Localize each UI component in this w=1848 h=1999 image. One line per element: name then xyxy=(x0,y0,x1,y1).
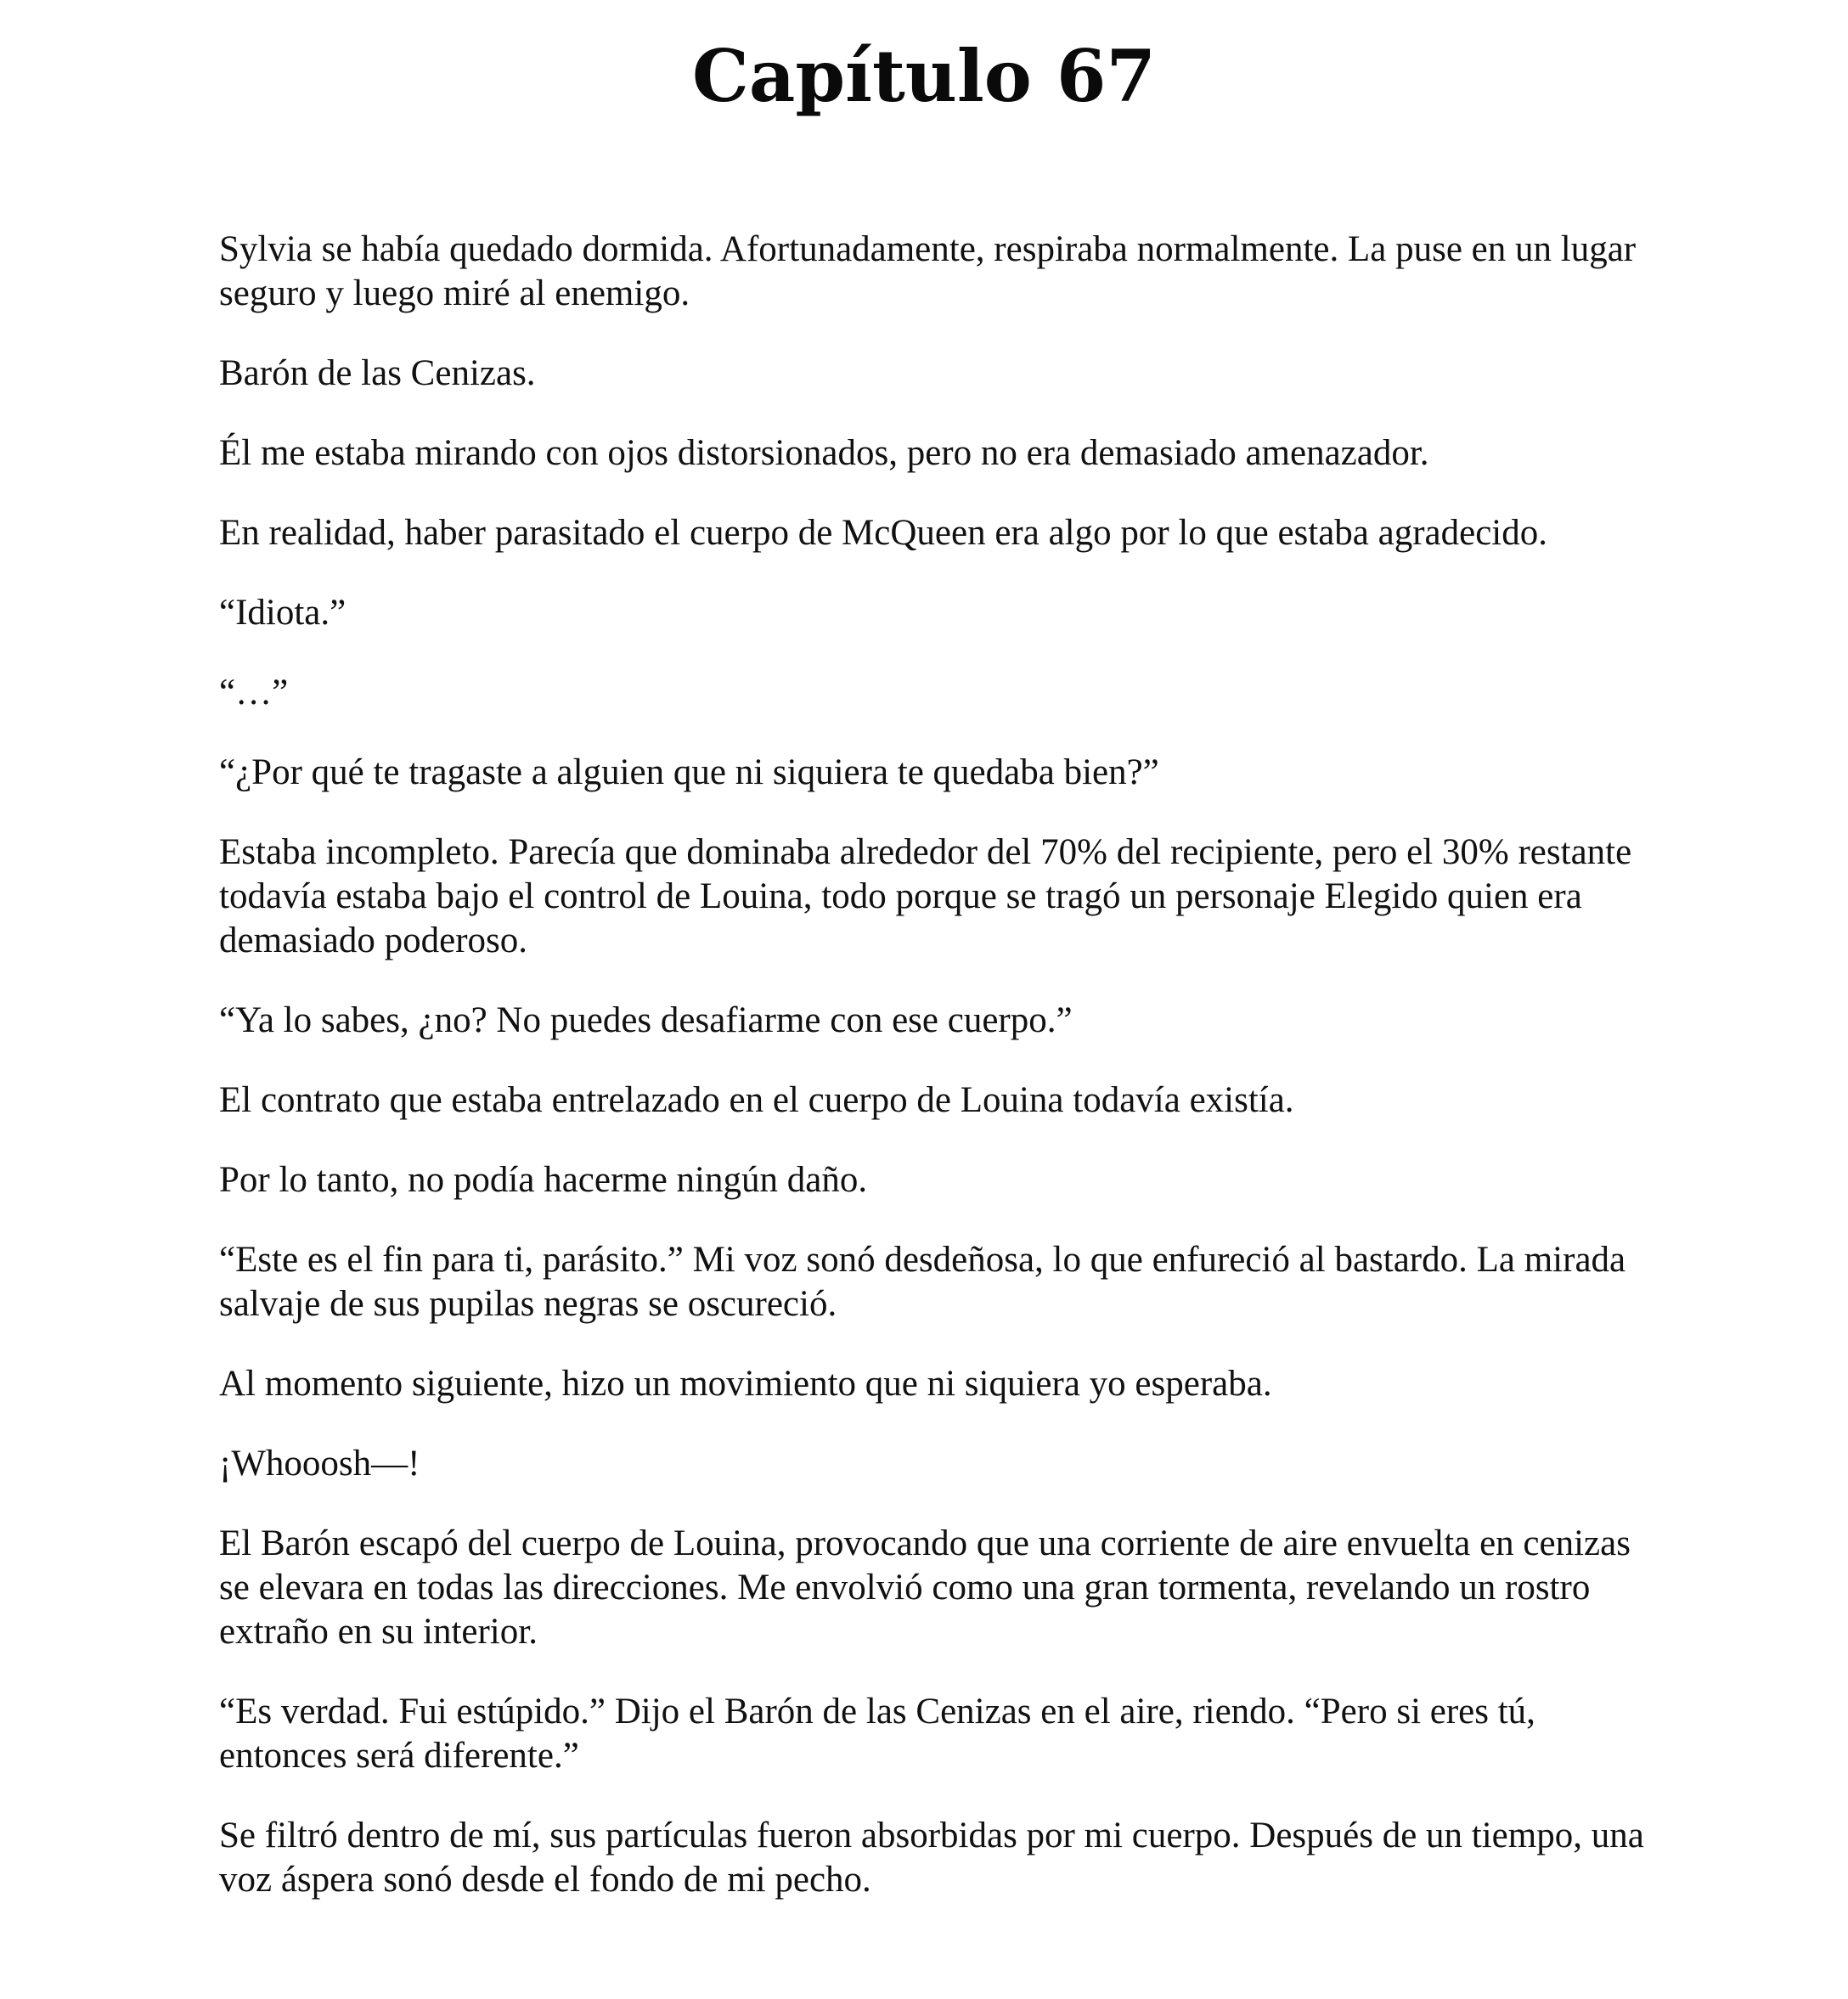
paragraph: Barón de las Cenizas. xyxy=(219,353,536,393)
paragraph: El contrato que estaba entrelazado en el cuerpo de Louina todavía existía. xyxy=(219,1080,1294,1120)
paragraph: Al momento siguiente, hizo un movimiento que ni siquiera yo esperaba. xyxy=(219,1364,1272,1404)
paragraph: Se filtró dentro de mí, sus partículas fueron absorbidas por mi cuerpo. Después de un tiempo, una voz áspera sonó desde el fondo de mi pecho. xyxy=(219,1816,1644,1900)
paragraph: “Ya lo sabes, ¿no? No puedes desafiarme con ese cuerpo.” xyxy=(219,1000,1073,1040)
paragraph: “¿Por qué te tragaste a alguien que ni siquiera te quedaba bien?” xyxy=(219,752,1159,792)
paragraph: “…” xyxy=(219,673,289,712)
paragraph: “Este es el fin para ti, parásito.” Mi voz sonó desdeñosa, lo que enfureció al bastardo. La mirada salvaje de sus pupilas negras se oscureció. xyxy=(219,1240,1626,1324)
paragraph: El Barón escapó del cuerpo de Louina, provocando que una corriente de aire envuelta en cenizas se elevara en todas las direcciones. Me envolvió como una gran tormenta, revelando un rostro extraño en su interior. xyxy=(219,1523,1631,1652)
paragraph: “Es verdad. Fui estúpido.” Dijo el Barón de las Cenizas en el aire, riendo. “Pero si eres tú, entonces será diferente.” xyxy=(219,1692,1535,1776)
paragraph: “Idiota.” xyxy=(219,593,346,633)
paragraph: Sylvia se había quedado dormida. Afortunadamente, respiraba normalmente. La puse en un lugar seguro y luego miré al enemigo. xyxy=(219,229,1637,313)
paragraph: Por lo tanto, no podía hacerme ningún daño. xyxy=(219,1160,868,1200)
chapter-title: Capítulo 67 xyxy=(692,34,1156,118)
paragraph: ¡Whooosh—! xyxy=(219,1444,420,1484)
paragraph: Estaba incompleto. Parecía que dominaba alrededor del 70% del recipiente, pero el 30% restante todavía estaba bajo el control de Louina, todo porque se tragó un personaje Elegido quien era demasiado poderoso. xyxy=(219,832,1632,960)
chapter-body xyxy=(219,228,1646,1938)
paragraph: En realidad, haber parasitado el cuerpo de McQueen era algo por lo que estaba agradecido. xyxy=(219,513,1547,553)
paragraph: Él me estaba mirando con ojos distorsionados, pero no era demasiado amenazador. xyxy=(219,433,1429,473)
